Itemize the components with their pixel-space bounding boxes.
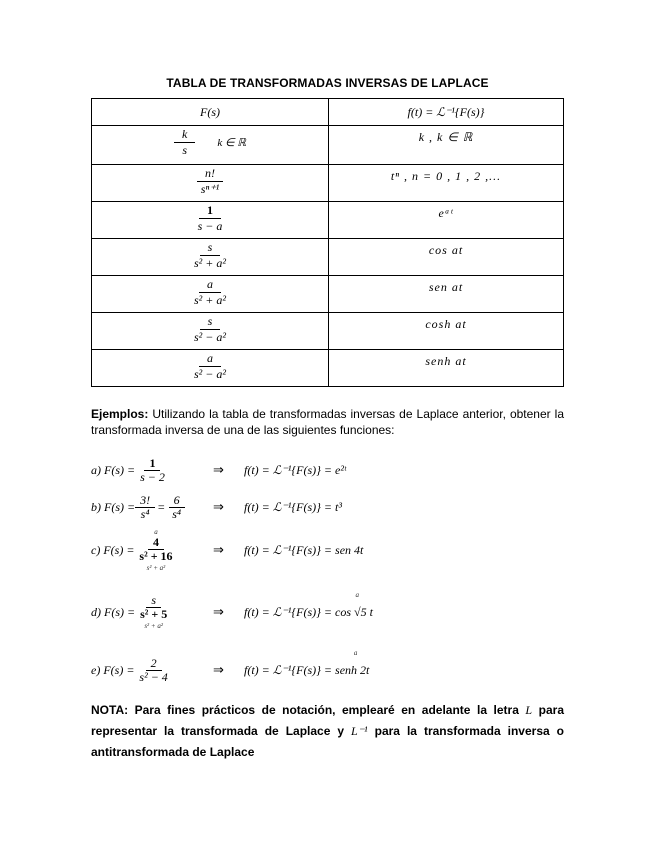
transform-result: sen at xyxy=(428,280,464,294)
document-title: TABLA DE TRANSFORMADAS INVERSAS DE LAPLACE xyxy=(166,76,489,90)
transform-result: tⁿ , n = 0 , 1 , 2 ,... xyxy=(390,169,502,183)
denominator: s⁴ xyxy=(172,506,182,521)
table-cell-left xyxy=(92,276,329,313)
table-cell-right xyxy=(329,126,564,165)
numerator: a xyxy=(199,352,221,367)
table-cell-right xyxy=(329,165,564,202)
denominator: s² + a² xyxy=(194,293,226,307)
table-row xyxy=(92,126,564,165)
table-cell-left xyxy=(92,165,329,202)
table-row xyxy=(92,313,564,350)
transform-result: eᵃᵗ xyxy=(438,206,454,220)
table-cell-left xyxy=(92,350,329,387)
denominator: sⁿ⁺¹ xyxy=(200,182,220,196)
example-rhs-text: f(t) = ℒ⁻¹{F(s)} = senh 2t xyxy=(244,662,370,677)
numerator: n! xyxy=(197,167,223,182)
implies-arrow: ⇒ xyxy=(213,542,224,557)
denominator: s⁴ xyxy=(140,506,150,521)
fraction xyxy=(174,128,195,157)
example-label: b) F(s) = xyxy=(91,499,136,514)
example-label: d) F(s) = xyxy=(91,604,136,619)
table-cell-right xyxy=(329,202,564,239)
table-cell-right xyxy=(329,276,564,313)
note-paragraph xyxy=(91,700,564,763)
fraction xyxy=(186,278,234,307)
table-header-row xyxy=(92,99,564,126)
table-cell-left xyxy=(92,202,329,239)
note-L: L xyxy=(525,703,533,717)
fraction xyxy=(193,167,227,196)
fraction xyxy=(186,315,234,344)
fraction xyxy=(190,204,231,233)
fraction xyxy=(135,494,155,521)
numerator: a xyxy=(199,278,221,293)
fraction xyxy=(186,241,234,270)
examples-text: Utilizando la tabla de transformadas inversas de Laplace anterior, obtener la transformada inversa de una de las siguientes funciones: xyxy=(91,407,564,437)
table-row xyxy=(92,202,564,239)
example-lhs xyxy=(91,527,178,572)
example-rhs: f(t) = ℒ⁻¹{F(s)} = t³ xyxy=(244,499,342,514)
numerator: k xyxy=(174,128,195,143)
example-rhs: f(t) = ℒ⁻¹{F(s)} = e²ᵗ xyxy=(244,462,346,477)
note-part2: para representar la transformada de Laplace y xyxy=(91,703,564,738)
denominator: s² − a² xyxy=(194,367,226,381)
note-Linv: L⁻¹ xyxy=(351,724,368,738)
denominator: s² + 5 xyxy=(140,606,168,621)
table-cell-right xyxy=(329,313,564,350)
table-cell-left xyxy=(92,126,329,165)
fraction xyxy=(167,494,186,521)
table-row xyxy=(92,276,564,313)
condition: k ∈ ℝ xyxy=(217,137,246,149)
transform-result: cos at xyxy=(428,243,464,257)
header-right: f(t) = ℒ⁻¹{F(s)} xyxy=(329,99,564,126)
table-cell-left xyxy=(92,239,329,276)
examples-label: Ejemplos: xyxy=(91,407,149,421)
denominator: s − 2 xyxy=(140,469,165,484)
transform-result: senh at xyxy=(425,354,467,368)
fraction xyxy=(135,457,170,484)
header-left: F(s) xyxy=(92,99,329,126)
transform-result: k , k ∈ ℝ xyxy=(418,130,474,144)
numerator: s xyxy=(200,241,221,256)
denominator: s² − a² xyxy=(194,330,226,344)
denominator: s² + 16 xyxy=(139,548,173,563)
numerator: 4 xyxy=(148,536,164,550)
example-lhs xyxy=(91,592,172,632)
examples-intro xyxy=(91,406,564,438)
annotation-under: s² + a² xyxy=(146,563,166,572)
denominator: s² + a² xyxy=(194,256,226,270)
fraction xyxy=(134,657,172,684)
implies-arrow: ⇒ xyxy=(213,462,224,477)
denominator: s − a xyxy=(197,219,223,233)
example-lhs xyxy=(91,450,170,490)
denominator: s xyxy=(182,143,187,157)
numerator: 1 xyxy=(199,204,221,219)
table-cell-left xyxy=(92,313,329,350)
annotation-under: s² + a² xyxy=(144,621,163,630)
table-row xyxy=(92,239,564,276)
implies-arrow: ⇒ xyxy=(213,604,224,619)
transform-result: cosh at xyxy=(425,317,467,331)
numerator: 6 xyxy=(169,494,185,508)
fraction xyxy=(134,528,177,573)
example-label: c) F(s) = xyxy=(91,542,135,557)
annotation-above: a xyxy=(353,648,358,657)
denominator: s² − 4 xyxy=(139,669,168,684)
example-label: e) F(s) = xyxy=(91,662,135,677)
example-rhs-text: f(t) = ℒ⁻¹{F(s)} = cos √5 t xyxy=(244,604,373,619)
example-label: a) F(s) = xyxy=(91,462,136,477)
note-part3: para la transformada inversa o antitransformada de Laplace xyxy=(91,724,564,759)
table-cell-right xyxy=(329,350,564,387)
example-rhs: f(t) = ℒ⁻¹{F(s)} = sen 4t xyxy=(244,542,364,557)
example-rhs xyxy=(244,650,369,690)
implies-arrow: ⇒ xyxy=(213,662,224,677)
example-rhs xyxy=(244,592,373,632)
annotation-above: a xyxy=(154,527,158,536)
numerator: 2 xyxy=(146,657,162,671)
implies-arrow: ⇒ xyxy=(213,499,224,514)
example-lhs: b) F(s) = $\frac{3!}{\text{s⁴}}$ = $\frac{6}{\text{s⁴}}$ xyxy=(91,487,186,527)
note-part1: NOTA: Para fines prácticos de notación, emplearé en adelante la letra xyxy=(91,703,526,717)
numerator: 3! xyxy=(135,494,155,508)
table-row xyxy=(92,350,564,387)
table-cell-right xyxy=(329,239,564,276)
fraction xyxy=(186,352,234,381)
numerator: 1 xyxy=(144,457,160,471)
laplace-table xyxy=(91,98,564,387)
numerator: s xyxy=(200,315,221,330)
example-lhs xyxy=(91,650,173,690)
table-row xyxy=(92,165,564,202)
fraction xyxy=(135,594,172,631)
numerator: s xyxy=(146,594,161,608)
annotation-above: a xyxy=(355,590,359,599)
